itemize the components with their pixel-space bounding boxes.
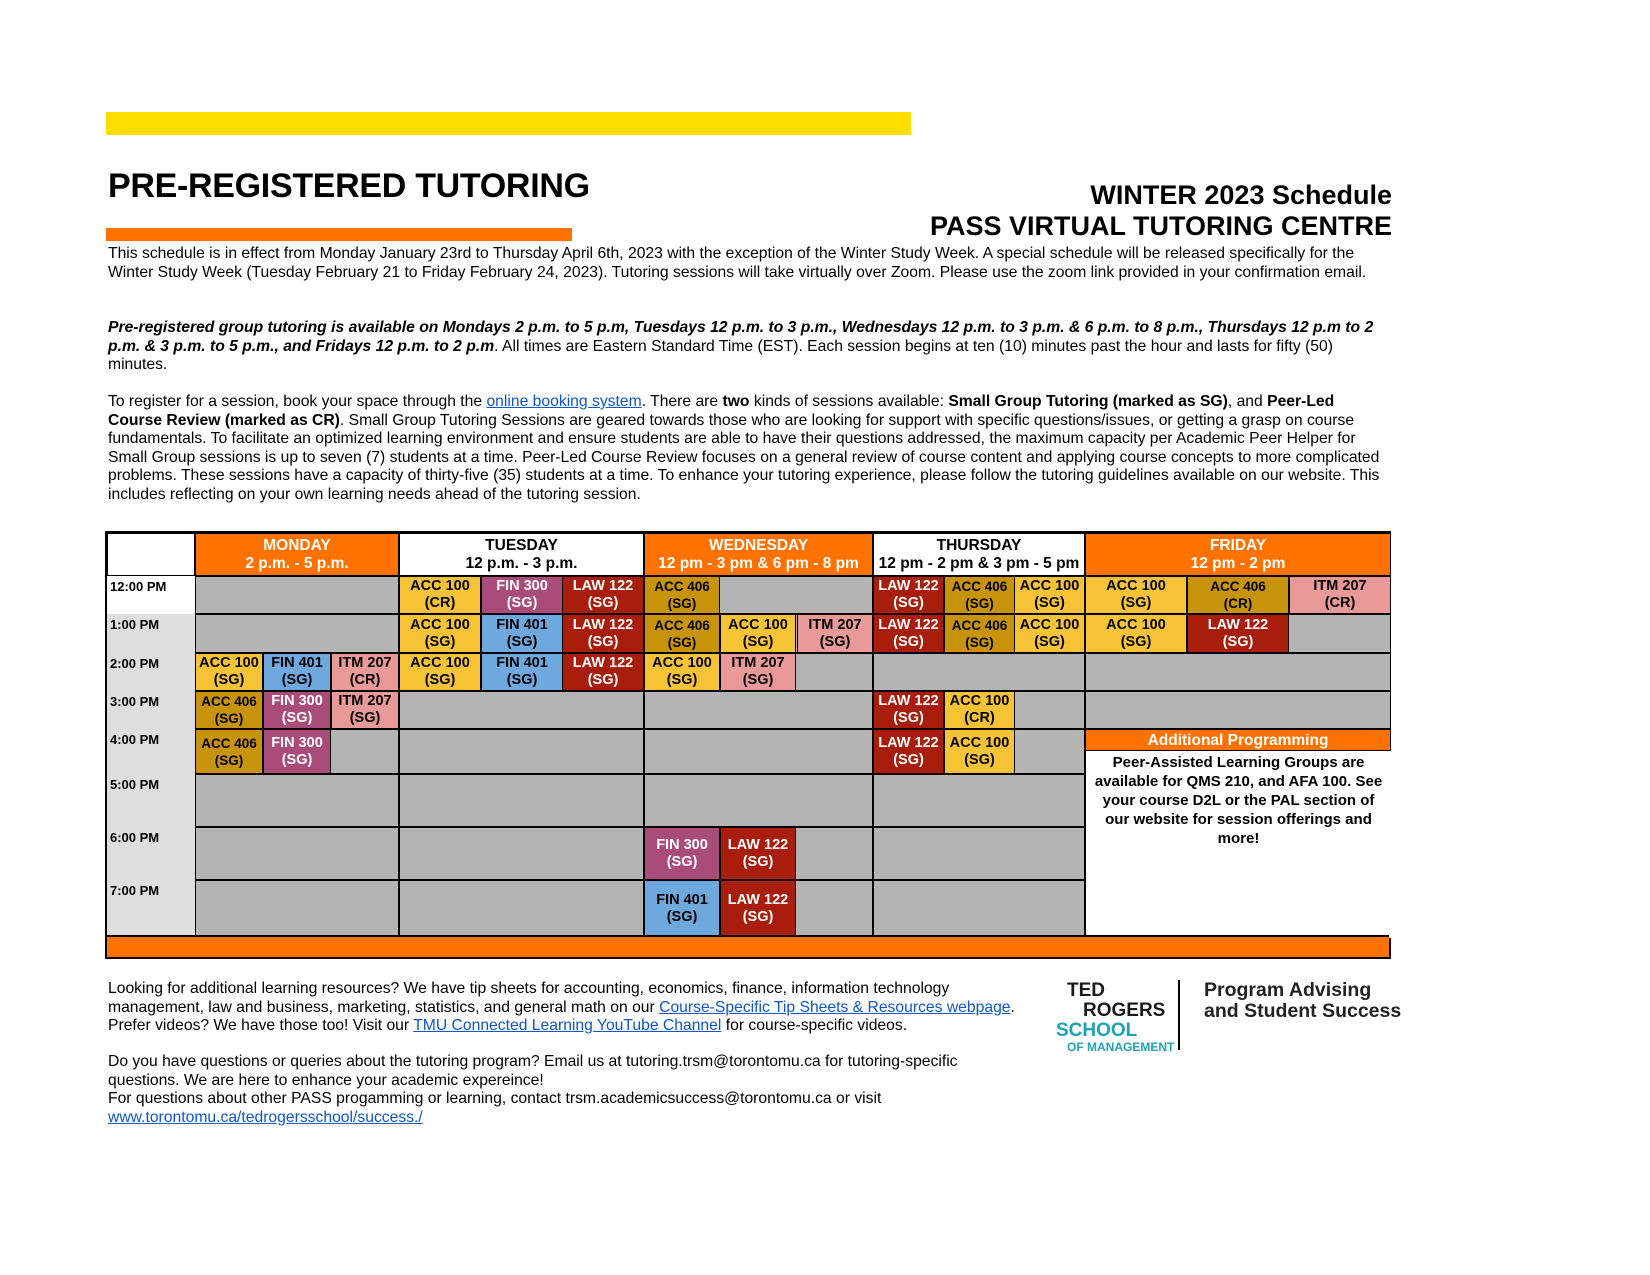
session-course: ACC 406 (951, 617, 1008, 633)
session-course: FIN 300 (271, 693, 323, 709)
session-type: (SG) (214, 711, 244, 726)
session-course: FIN 401 (656, 892, 708, 908)
text-span: . Small Group Tutoring Sessions are geared towards those who are looking for support with specific questions/issues, or getting a grasp on course fundamentals. To facilitate an optimized learning environment and ensure students are able to have their questions addressed, the maximum capacity per Academic Peer Helper for Small Group sessions is up to seven (7) students at a time. Peer-Led Course Review focuses on a general review of course content and applying course concepts to more complicated problems. These sessions have a capacity of thirty-five (35) students at a time. To enhance your tutoring experience, please follow the tutoring guidelines available on our website. This includes reflecting on your own learning needs ahead of the tutoring session. (108, 411, 1380, 503)
logo-line-3: SCHOOL (1056, 1020, 1138, 1041)
session-course: LAW 122 (878, 616, 939, 633)
session-law-122[interactable] (873, 576, 944, 614)
session-course: LAW 122 (572, 578, 634, 594)
session-acc-100[interactable] (944, 691, 1015, 729)
session-law-122[interactable] (562, 576, 644, 614)
session-fin-401[interactable] (481, 614, 563, 653)
day-hours: 12 pm - 2 pm (1190, 554, 1286, 572)
department-line-2: and Student Success (1204, 1000, 1402, 1022)
session-acc-100[interactable] (195, 653, 263, 691)
session-type: (SG) (667, 634, 697, 650)
session-law-122[interactable] (720, 880, 796, 938)
logo-line-1: TED (1067, 980, 1105, 1001)
time-label: 12:00 PM (107, 576, 195, 614)
session-course: LAW 122 (878, 578, 939, 594)
session-acc-100[interactable] (944, 729, 1015, 774)
empty-slot (873, 653, 1085, 691)
session-type: (SG) (349, 710, 381, 726)
session-acc-100[interactable] (1014, 614, 1085, 653)
session-type: (SG) (506, 672, 538, 688)
session-type: (SG) (742, 633, 774, 650)
session-type: (SG) (742, 909, 774, 925)
session-course: LAW 122 (878, 734, 939, 751)
session-type: (SG) (281, 672, 313, 688)
session-type: (SG) (1034, 633, 1065, 650)
session-type: (SG) (819, 633, 851, 650)
orange-accent-bar (106, 228, 572, 241)
session-law-122[interactable] (562, 653, 644, 691)
session-course: ACC 100 (652, 655, 712, 671)
availability-text: Pre-registered group tutoring is available on Mondays 2 p.m. to 5 p.m, Tuesdays 12 p.m. to 3 p.m., Wednesdays 12 p.m. to 3 p.m. & 6 p.m. to 8 p.m., Thursdays 12 p.m to 2 p.m. & 3 p.m. to 5 p.m., and Fridays 12 p.m. to 2 p.m (108, 319, 1374, 355)
session-acc-100[interactable] (644, 653, 720, 691)
empty-slot (195, 880, 399, 938)
session-course: FIN 300 (271, 734, 323, 751)
contact-tutoring-text: Do you have questions or queries about the tutoring program? Email us at tutoring.trsm@torontomu.ca for tutoring-specific questions. We are here to enhance your academic expereince! (108, 1053, 958, 1089)
session-type: (CR) (964, 710, 995, 726)
session-type: (SG) (965, 634, 994, 650)
empty-slot (195, 614, 399, 653)
schedule-term: WINTER 2023 Schedule (1090, 180, 1392, 210)
text-span: , and (1227, 393, 1268, 410)
session-course: ACC 100 (949, 734, 1010, 751)
session-course: ACC 406 (1210, 579, 1266, 594)
session-course: ACC 406 (201, 735, 257, 751)
session-type: (SG) (587, 595, 619, 611)
empty-slot (399, 691, 644, 729)
session-fin-401[interactable] (481, 653, 563, 691)
schedule-footer-bar (107, 935, 1389, 957)
session-type: (SG) (281, 751, 313, 768)
intro-paragraph-1: This schedule is in effect from Monday January 23rd to Thursday April 6th, 2023 with the exception of the Winter Study Week. A special schedule will be released specifically for the Winter Study Week (Tuesday February 21 to Friday February 24, 2023). Tutoring sessions will take virtually over Zoom. Please use the zoom link provided in your confirmation email. (108, 245, 1367, 281)
session-fin-401[interactable] (644, 880, 720, 938)
session-acc-406[interactable] (944, 576, 1015, 614)
session-itm-207[interactable] (720, 653, 796, 691)
department-name (1204, 980, 1401, 1022)
text-span: . Prefer videos? We have those too! Visit our (108, 998, 1015, 1034)
session-course: ITM 207 (731, 655, 785, 671)
day-name: MONDAY (263, 536, 331, 554)
session-law-122[interactable] (873, 691, 944, 729)
centre-name: PASS VIRTUAL TUTORING CENTRE (929, 211, 1392, 241)
session-type: (SG) (1222, 633, 1254, 650)
session-acc-100[interactable] (1085, 576, 1187, 614)
empty-slot (873, 880, 1085, 938)
empty-slot (873, 774, 1085, 827)
session-type: (SG) (281, 710, 313, 726)
session-type: (SG) (667, 596, 697, 611)
session-type: (SG) (506, 633, 538, 650)
contact-paragraph (108, 1053, 1028, 1127)
session-fin-300[interactable] (263, 729, 331, 774)
empty-slot (1085, 691, 1391, 729)
session-course: LAW 122 (727, 836, 789, 853)
session-type: (SG) (424, 672, 456, 688)
text-span: Peer-Led Course Review (marked as CR) (108, 393, 1335, 429)
youtube-channel-link[interactable]: TMU Connected Learning YouTube Channel (413, 1017, 722, 1034)
session-course: FIN 300 (496, 578, 548, 594)
session-law-122[interactable] (562, 614, 644, 653)
empty-slot (195, 774, 399, 827)
session-fin-300[interactable] (481, 576, 563, 614)
contact-pass-text (108, 1090, 1028, 1127)
session-type: (SG) (666, 853, 698, 870)
session-course: ACC 406 (654, 617, 710, 633)
session-acc-406[interactable] (195, 729, 263, 774)
day-hours: 12 pm - 2 pm & 3 pm - 5 pm (878, 554, 1080, 572)
text-span: . There are (641, 393, 723, 410)
session-acc-100[interactable] (720, 614, 796, 653)
day-name: WEDNESDAY (708, 536, 809, 554)
session-course: ITM 207 (338, 655, 392, 671)
tip-sheets-link[interactable]: Course-Specific Tip Sheets & Resources webpage (659, 998, 1011, 1016)
day-header-friday (1085, 533, 1391, 576)
intro-paragraph-3 (108, 393, 1390, 504)
text-span: for course-specific videos. (721, 1017, 908, 1034)
session-course: LAW 122 (727, 892, 789, 908)
session-course: ACC 100 (949, 693, 1010, 709)
day-hours: 12 p.m. - 3 p.m. (465, 554, 578, 572)
time-label: 5:00 PM (107, 774, 195, 827)
session-type: (CR) (1324, 595, 1356, 611)
day-hours: 2 p.m. - 5 p.m. (245, 554, 349, 572)
session-type: (CR) (1223, 596, 1253, 611)
session-type: (SG) (587, 672, 619, 688)
session-acc-100[interactable] (1085, 614, 1187, 653)
day-header-tuesday (399, 533, 644, 576)
session-type: (SG) (1120, 595, 1152, 611)
empty-slot (195, 827, 399, 880)
empty-slot (195, 576, 399, 614)
table-corner (107, 533, 195, 576)
session-acc-406[interactable] (644, 576, 720, 614)
session-course: ACC 100 (410, 655, 470, 671)
schedule-heading (930, 180, 1392, 242)
session-itm-207[interactable] (331, 653, 399, 691)
empty-slot (644, 729, 873, 774)
session-type: (SG) (893, 710, 924, 726)
session-type: (SG) (1120, 633, 1152, 650)
session-type: (SG) (587, 633, 619, 650)
day-name: THURSDAY (936, 536, 1022, 554)
session-law-122[interactable] (1187, 614, 1289, 653)
session-acc-100[interactable] (399, 576, 481, 614)
empty-slot (399, 880, 644, 938)
session-course: ITM 207 (1313, 578, 1367, 594)
empty-slot (644, 691, 873, 729)
day-hours: 12 pm - 3 pm & 6 pm - 8 pm (658, 554, 859, 572)
empty-slot (1085, 653, 1391, 691)
session-course: ACC 406 (654, 579, 710, 594)
yellow-accent-bar (106, 112, 911, 135)
session-fin-300[interactable] (263, 691, 331, 729)
time-label: 7:00 PM (107, 880, 195, 938)
logo-line-2: ROGERS (1083, 1000, 1166, 1021)
logo-line-4: OF MANAGEMENT (1067, 1040, 1175, 1053)
additional-programming-header (1085, 729, 1391, 751)
session-type: (CR) (424, 595, 456, 611)
empty-slot (873, 827, 1085, 880)
logo-divider (1178, 980, 1180, 1050)
day-header-wednesday (644, 533, 873, 576)
session-type: (SG) (666, 909, 698, 925)
session-course: FIN 401 (271, 655, 323, 671)
session-itm-207[interactable] (331, 691, 399, 729)
session-course: ITM 207 (338, 693, 392, 709)
session-acc-406[interactable] (944, 614, 1015, 653)
text-span: To register for a session, book your space through the (108, 393, 487, 410)
session-course: ACC 100 (1019, 578, 1080, 594)
session-course: LAW 122 (1207, 616, 1269, 633)
session-acc-100[interactable] (1014, 576, 1085, 614)
session-type: (SG) (893, 595, 924, 611)
session-acc-406[interactable] (195, 691, 263, 729)
session-course: ACC 406 (951, 579, 1008, 594)
session-law-122[interactable] (720, 827, 796, 880)
schedule-table (105, 531, 1391, 959)
session-type: (SG) (213, 672, 245, 688)
session-timing-text: . All times are Eastern Standard Time (EST). Each session begins at ten (10) minutes past the hour and lasts for fifty (50) minutes. (108, 337, 1333, 373)
session-type: (SG) (964, 751, 995, 768)
session-acc-100[interactable] (399, 653, 481, 691)
session-itm-207[interactable] (1289, 576, 1391, 614)
session-course: FIN 300 (656, 836, 708, 853)
session-type: (SG) (666, 672, 698, 688)
page-title: PRE-REGISTERED TUTORING (108, 167, 590, 205)
empty-slot (644, 774, 873, 827)
session-type: (CR) (349, 672, 381, 688)
additional-heading: Additional Programming (1147, 731, 1329, 749)
session-acc-100[interactable] (399, 614, 481, 653)
session-fin-401[interactable] (263, 653, 331, 691)
text-span: For questions about other PASS progamming or learning, contact trsm.academicsuccess@torontomu.ca or visit (108, 1090, 882, 1107)
online-booking-link[interactable]: online booking system (486, 393, 642, 410)
empty-slot (399, 827, 644, 880)
time-label: 1:00 PM (107, 614, 195, 653)
session-law-122[interactable] (873, 729, 944, 774)
session-course: LAW 122 (572, 655, 634, 671)
text-span: Looking for additional learning resources? We have tip sheets for accounting, economics, finance, information technology management, law and business, marketing, statistics, and general math on our (108, 980, 950, 1016)
empty-slot (399, 729, 644, 774)
session-type: (SG) (742, 853, 774, 870)
session-type: (SG) (742, 672, 774, 688)
session-course: ACC 100 (1106, 578, 1166, 594)
session-type: (SG) (506, 595, 538, 611)
session-type: (SG) (214, 752, 244, 768)
additional-programming-body: Peer-Assisted Learning Groups are available for QMS 210, and AFA 100. See your course D2L or the PAL section of our website for session offerings and more! (1085, 751, 1391, 938)
day-name: FRIDAY (1209, 536, 1267, 554)
session-course: ACC 100 (410, 578, 470, 594)
session-type: (SG) (893, 751, 924, 768)
session-type: (SG) (1034, 595, 1065, 611)
text-span: Small Group Tutoring (marked as SG) (948, 393, 1228, 410)
session-course: LAW 122 (878, 693, 939, 709)
session-course: FIN 401 (496, 616, 548, 633)
time-label: 6:00 PM (107, 827, 195, 880)
session-type: (SG) (424, 633, 456, 650)
session-type: (SG) (965, 596, 994, 611)
department-line-1: Program Advising (1204, 979, 1372, 1001)
session-course: ACC 100 (199, 655, 259, 671)
session-acc-406[interactable] (644, 614, 720, 653)
text-span: two (722, 393, 750, 410)
session-itm-207[interactable] (797, 614, 873, 653)
session-course: ACC 100 (1106, 616, 1166, 633)
intro-paragraph-2 (108, 319, 1390, 375)
session-course: FIN 401 (496, 655, 548, 671)
time-label: 4:00 PM (107, 729, 195, 774)
session-acc-406[interactable] (1187, 576, 1289, 614)
session-course: LAW 122 (572, 616, 634, 633)
day-header-monday (195, 533, 399, 576)
session-course: ACC 100 (728, 616, 788, 633)
success-website-link[interactable]: www.torontomu.ca/tedrogersschool/success./ (108, 1108, 423, 1126)
text-span: kinds of sessions available: (749, 393, 949, 410)
time-label: 2:00 PM (107, 653, 195, 691)
session-course: ACC 406 (201, 694, 257, 709)
session-type: (SG) (893, 633, 924, 650)
session-law-122[interactable] (873, 614, 944, 653)
empty-slot (399, 774, 644, 827)
resources-paragraph (108, 980, 1028, 1036)
session-course: ACC 100 (1019, 616, 1080, 633)
day-header-thursday (873, 533, 1085, 576)
session-fin-300[interactable] (644, 827, 720, 880)
time-label: 3:00 PM (107, 691, 195, 729)
day-name: TUESDAY (485, 536, 558, 554)
session-course: ACC 100 (410, 616, 470, 633)
session-course: ITM 207 (808, 616, 862, 633)
